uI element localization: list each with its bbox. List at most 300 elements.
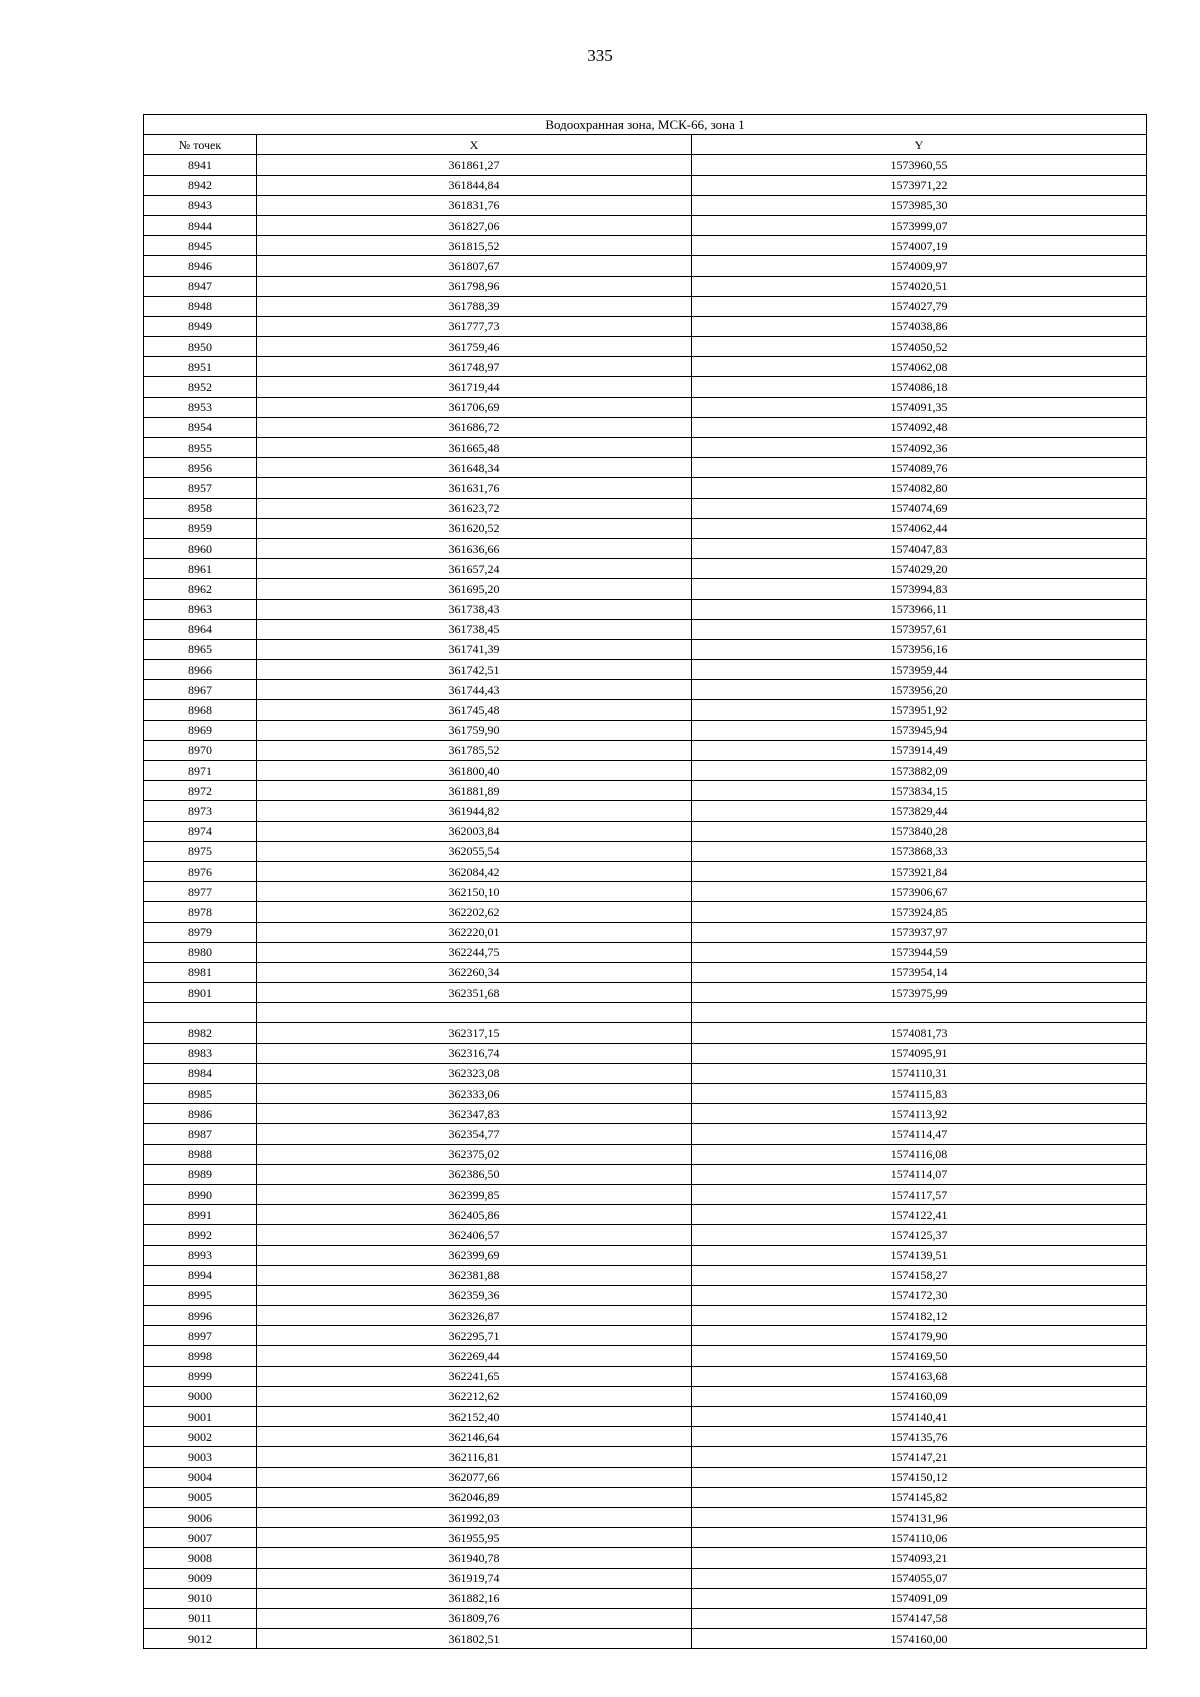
table-row: [144, 1467, 1147, 1487]
table-row: [144, 761, 1147, 781]
point-number-cell: 8958: [144, 498, 257, 518]
table-row: [144, 801, 1147, 821]
x-cell: 361777,73: [257, 316, 692, 336]
table-row: [144, 1326, 1147, 1346]
x-cell: 361738,45: [257, 619, 692, 639]
x-cell: 361620,52: [257, 518, 692, 538]
x-cell: 362220,01: [257, 922, 692, 942]
x-cell: 362405,86: [257, 1205, 692, 1225]
y-cell: 1573994,83: [692, 579, 1147, 599]
point-number-cell: 8962: [144, 579, 257, 599]
y-cell: 1573957,61: [692, 619, 1147, 639]
y-cell: 1573945,94: [692, 720, 1147, 740]
x-cell: 361759,90: [257, 720, 692, 740]
x-cell: 362116,81: [257, 1447, 692, 1467]
point-number-cell: 8987: [144, 1124, 257, 1144]
table-caption-row: [144, 115, 1147, 135]
point-number-cell: 8941: [144, 155, 257, 175]
x-cell: 362084,42: [257, 861, 692, 881]
point-number-cell: 8982: [144, 1023, 257, 1043]
x-cell: 361802,51: [257, 1629, 692, 1649]
table-row: [144, 478, 1147, 498]
point-number-cell: 8945: [144, 236, 257, 256]
y-cell: 1574158,27: [692, 1265, 1147, 1285]
table-row: [144, 962, 1147, 982]
table-row: [144, 882, 1147, 902]
table-row: [144, 1104, 1147, 1124]
table-row: [144, 1548, 1147, 1568]
table-row: [144, 397, 1147, 417]
point-number-cell: 8973: [144, 801, 257, 821]
x-cell: 361955,95: [257, 1528, 692, 1548]
table-row: [144, 498, 1147, 518]
table-row: [144, 1063, 1147, 1083]
table-row: [144, 1407, 1147, 1427]
point-number-cell: 8993: [144, 1245, 257, 1265]
y-cell: 1573829,44: [692, 801, 1147, 821]
y-cell: 1573985,30: [692, 195, 1147, 215]
point-number-cell: 8992: [144, 1225, 257, 1245]
table-row: [144, 1608, 1147, 1628]
table-row: [144, 1346, 1147, 1366]
point-number-cell: 8975: [144, 841, 257, 861]
x-cell: 361809,76: [257, 1608, 692, 1628]
x-cell: 362046,89: [257, 1487, 692, 1507]
x-cell: 362354,77: [257, 1124, 692, 1144]
y-cell: 1574114,47: [692, 1124, 1147, 1144]
x-cell: 362351,68: [257, 983, 692, 1003]
table-row: [144, 195, 1147, 215]
y-cell: 1573906,67: [692, 882, 1147, 902]
point-number-cell: 8974: [144, 821, 257, 841]
point-number-cell: 8985: [144, 1084, 257, 1104]
page-number: 335: [587, 46, 613, 65]
table-row: [144, 1124, 1147, 1144]
table-row: [144, 1205, 1147, 1225]
y-cell: 1573954,14: [692, 962, 1147, 982]
x-cell: 362317,15: [257, 1023, 692, 1043]
y-cell: 1574074,69: [692, 498, 1147, 518]
x-cell: 361719,44: [257, 377, 692, 397]
table-row: [144, 1528, 1147, 1548]
y-cell: 1574110,06: [692, 1528, 1147, 1548]
y-cell: 1574092,36: [692, 438, 1147, 458]
point-number-cell: 8996: [144, 1306, 257, 1326]
point-number-cell: 8986: [144, 1104, 257, 1124]
point-number-cell: 8997: [144, 1326, 257, 1346]
y-cell: 1574086,18: [692, 377, 1147, 397]
x-cell: 362375,02: [257, 1144, 692, 1164]
y-cell: 1574135,76: [692, 1427, 1147, 1447]
table-row: [144, 417, 1147, 437]
point-number-cell: 9009: [144, 1568, 257, 1588]
point-number-cell: 8964: [144, 619, 257, 639]
point-number-cell: 9003: [144, 1447, 257, 1467]
y-cell: 1574047,83: [692, 538, 1147, 558]
table-row: [144, 700, 1147, 720]
point-number-cell: 9004: [144, 1467, 257, 1487]
y-cell: 1574027,79: [692, 296, 1147, 316]
y-cell: 1574089,76: [692, 458, 1147, 478]
table-row: [144, 720, 1147, 740]
table-row: [144, 781, 1147, 801]
point-number-cell: 8942: [144, 175, 257, 195]
y-cell: 1574179,90: [692, 1326, 1147, 1346]
x-cell: 361944,82: [257, 801, 692, 821]
point-number-cell: 8956: [144, 458, 257, 478]
table-row: [144, 740, 1147, 760]
point-number-cell: 8978: [144, 902, 257, 922]
x-cell: 362347,83: [257, 1104, 692, 1124]
table-row: [144, 619, 1147, 639]
y-cell: 1574160,09: [692, 1386, 1147, 1406]
x-cell: 362399,85: [257, 1184, 692, 1204]
table-row: [144, 1164, 1147, 1184]
point-number-cell: 8967: [144, 680, 257, 700]
y-cell: 1574095,91: [692, 1043, 1147, 1063]
x-cell: 361815,52: [257, 236, 692, 256]
coordinates-table: [143, 114, 1147, 1649]
table-row: [144, 1285, 1147, 1305]
y-cell: 1574145,82: [692, 1487, 1147, 1507]
table-row: [144, 1568, 1147, 1588]
x-cell: 361798,96: [257, 276, 692, 296]
table-row: [144, 942, 1147, 962]
table-row: [144, 983, 1147, 1003]
point-number-cell: 8981: [144, 962, 257, 982]
x-cell: 362055,54: [257, 841, 692, 861]
point-number-cell: 8955: [144, 438, 257, 458]
y-cell: 1574122,41: [692, 1205, 1147, 1225]
x-cell: 362326,87: [257, 1306, 692, 1326]
point-number-cell: 8957: [144, 478, 257, 498]
table-row: [144, 296, 1147, 316]
table-row: [144, 155, 1147, 175]
x-cell: 362323,08: [257, 1063, 692, 1083]
table-row: [144, 821, 1147, 841]
point-number-cell: 8998: [144, 1346, 257, 1366]
y-cell: 1573834,15: [692, 781, 1147, 801]
x-cell: 362359,36: [257, 1285, 692, 1305]
point-number-cell: 8951: [144, 357, 257, 377]
x-cell: 362146,64: [257, 1427, 692, 1447]
table-row: [144, 316, 1147, 336]
x-cell: 362152,40: [257, 1407, 692, 1427]
y-cell: 1573999,07: [692, 215, 1147, 235]
x-cell: 362295,71: [257, 1326, 692, 1346]
x-cell: 361881,89: [257, 781, 692, 801]
table-row: [144, 1144, 1147, 1164]
y-cell: 1573921,84: [692, 861, 1147, 881]
y-cell: 1573951,92: [692, 700, 1147, 720]
point-number-cell: 8976: [144, 861, 257, 881]
table-row: [144, 1043, 1147, 1063]
x-cell: 361738,43: [257, 599, 692, 619]
table-row: [144, 922, 1147, 942]
x-cell: 362202,62: [257, 902, 692, 922]
point-number-cell: 8953: [144, 397, 257, 417]
point-number-cell: 8946: [144, 256, 257, 276]
y-cell: 1574081,73: [692, 1023, 1147, 1043]
x-cell: 361844,84: [257, 175, 692, 195]
point-number-cell: 8979: [144, 922, 257, 942]
y-cell: 1574062,08: [692, 357, 1147, 377]
y-cell: 1574140,41: [692, 1407, 1147, 1427]
x-cell: 361631,76: [257, 478, 692, 498]
y-cell: 1574091,09: [692, 1588, 1147, 1608]
x-cell: 361742,51: [257, 660, 692, 680]
y-cell: 1573975,99: [692, 983, 1147, 1003]
x-cell: 362406,57: [257, 1225, 692, 1245]
point-number-cell: 8988: [144, 1144, 257, 1164]
y-cell: 1573914,49: [692, 740, 1147, 760]
y-cell: 1574050,52: [692, 337, 1147, 357]
table-row: [144, 256, 1147, 276]
table-row: [144, 1629, 1147, 1649]
table-row: [144, 1245, 1147, 1265]
point-number-cell: 8969: [144, 720, 257, 740]
y-cell: 1573959,44: [692, 660, 1147, 680]
table-row: [144, 1427, 1147, 1447]
y-cell: 1573971,22: [692, 175, 1147, 195]
point-number-cell: 8968: [144, 700, 257, 720]
y-cell: 1574029,20: [692, 559, 1147, 579]
x-cell: 362212,62: [257, 1386, 692, 1406]
x-cell: 361827,06: [257, 215, 692, 235]
table-row: [144, 458, 1147, 478]
table-row: [144, 841, 1147, 861]
x-cell: 361992,03: [257, 1507, 692, 1527]
table-row: [144, 680, 1147, 700]
x-cell: 362399,69: [257, 1245, 692, 1265]
point-number-cell: 8991: [144, 1205, 257, 1225]
x-cell: 361940,78: [257, 1548, 692, 1568]
y-cell: 1574169,50: [692, 1346, 1147, 1366]
table-row: [144, 1386, 1147, 1406]
table-row: [144, 1184, 1147, 1204]
y-cell: [692, 1003, 1147, 1023]
y-cell: 1573840,28: [692, 821, 1147, 841]
point-number-cell: 8966: [144, 660, 257, 680]
x-cell: 361695,20: [257, 579, 692, 599]
y-cell: 1573868,33: [692, 841, 1147, 861]
y-cell: 1574062,44: [692, 518, 1147, 538]
y-cell: 1574038,86: [692, 316, 1147, 336]
table-caption: Водоохранная зона, МСК-66, зона 1: [144, 115, 1147, 135]
table-row: [144, 377, 1147, 397]
point-number-cell: 8990: [144, 1184, 257, 1204]
point-number-cell: 8984: [144, 1063, 257, 1083]
y-cell: 1574113,92: [692, 1104, 1147, 1124]
x-cell: 362241,65: [257, 1366, 692, 1386]
table-row: [144, 599, 1147, 619]
y-cell: 1574110,31: [692, 1063, 1147, 1083]
x-cell: 361648,34: [257, 458, 692, 478]
point-number-cell: 8948: [144, 296, 257, 316]
y-cell: 1574163,68: [692, 1366, 1147, 1386]
y-cell: 1574147,58: [692, 1608, 1147, 1628]
x-cell: 362003,84: [257, 821, 692, 841]
table-row: [144, 559, 1147, 579]
y-cell: 1574147,21: [692, 1447, 1147, 1467]
point-number-cell: 8944: [144, 215, 257, 235]
y-cell: 1574125,37: [692, 1225, 1147, 1245]
y-cell: 1573966,11: [692, 599, 1147, 619]
point-number-cell: 8952: [144, 377, 257, 397]
point-number-cell: 8999: [144, 1366, 257, 1386]
y-cell: 1574160,00: [692, 1629, 1147, 1649]
table-row: [144, 1225, 1147, 1245]
y-cell: 1574007,19: [692, 236, 1147, 256]
point-number-cell: 8963: [144, 599, 257, 619]
y-cell: 1574116,08: [692, 1144, 1147, 1164]
y-cell: 1574092,48: [692, 417, 1147, 437]
y-cell: 1573882,09: [692, 761, 1147, 781]
table-row: [144, 175, 1147, 195]
point-number-cell: 8971: [144, 761, 257, 781]
point-number-cell: [144, 1003, 257, 1023]
x-cell: 361665,48: [257, 438, 692, 458]
point-number-cell: 8950: [144, 337, 257, 357]
y-cell: 1573956,16: [692, 639, 1147, 659]
header-point-number: № точек: [144, 135, 257, 155]
table-row: [144, 1084, 1147, 1104]
y-cell: 1573937,97: [692, 922, 1147, 942]
y-cell: 1574009,97: [692, 256, 1147, 276]
table-row: [144, 1487, 1147, 1507]
x-cell: 361831,76: [257, 195, 692, 215]
y-cell: 1574117,57: [692, 1184, 1147, 1204]
table-row: [144, 1306, 1147, 1326]
x-cell: 361686,72: [257, 417, 692, 437]
point-number-cell: 8901: [144, 983, 257, 1003]
point-number-cell: 9002: [144, 1427, 257, 1447]
x-cell: 362316,74: [257, 1043, 692, 1063]
point-number-cell: 8989: [144, 1164, 257, 1184]
x-cell: 362333,06: [257, 1084, 692, 1104]
x-cell: 362150,10: [257, 882, 692, 902]
point-number-cell: 8965: [144, 639, 257, 659]
table-row: [144, 337, 1147, 357]
point-number-cell: 8983: [144, 1043, 257, 1063]
x-cell: 362381,88: [257, 1265, 692, 1285]
x-cell: 361623,72: [257, 498, 692, 518]
y-cell: 1574082,80: [692, 478, 1147, 498]
point-number-cell: 8994: [144, 1265, 257, 1285]
table-row: [144, 1366, 1147, 1386]
x-cell: 361882,16: [257, 1588, 692, 1608]
x-cell: 361636,66: [257, 538, 692, 558]
point-number-cell: 8961: [144, 559, 257, 579]
point-number-cell: 8943: [144, 195, 257, 215]
table-header-row: [144, 135, 1147, 155]
x-cell: 361745,48: [257, 700, 692, 720]
table-row: [144, 902, 1147, 922]
table-body: [144, 155, 1147, 1649]
point-number-cell: 9000: [144, 1386, 257, 1406]
point-number-cell: 8959: [144, 518, 257, 538]
point-number-cell: 9010: [144, 1588, 257, 1608]
y-cell: 1574182,12: [692, 1306, 1147, 1326]
y-cell: 1573956,20: [692, 680, 1147, 700]
point-number-cell: 8954: [144, 417, 257, 437]
x-cell: 361919,74: [257, 1568, 692, 1588]
x-cell: 362260,34: [257, 962, 692, 982]
table-row: [144, 276, 1147, 296]
point-number-cell: 8970: [144, 740, 257, 760]
table-row: [144, 639, 1147, 659]
y-cell: 1574055,07: [692, 1568, 1147, 1588]
point-number-cell: 9011: [144, 1608, 257, 1628]
x-cell: 361807,67: [257, 256, 692, 276]
table-row: [144, 1507, 1147, 1527]
y-cell: 1574114,07: [692, 1164, 1147, 1184]
y-cell: 1574172,30: [692, 1285, 1147, 1305]
x-cell: 361748,97: [257, 357, 692, 377]
y-cell: 1574091,35: [692, 397, 1147, 417]
y-cell: 1573944,59: [692, 942, 1147, 962]
table-row: [144, 236, 1147, 256]
x-cell: 362386,50: [257, 1164, 692, 1184]
point-number-cell: 9005: [144, 1487, 257, 1507]
point-number-cell: 9012: [144, 1629, 257, 1649]
x-cell: 361744,43: [257, 680, 692, 700]
y-cell: 1574093,21: [692, 1548, 1147, 1568]
y-cell: 1574139,51: [692, 1245, 1147, 1265]
header-x: X: [257, 135, 692, 155]
point-number-cell: 9008: [144, 1548, 257, 1568]
table-row: [144, 1588, 1147, 1608]
x-cell: 361800,40: [257, 761, 692, 781]
point-number-cell: 8995: [144, 1285, 257, 1305]
x-cell: 361657,24: [257, 559, 692, 579]
y-cell: 1574131,96: [692, 1507, 1147, 1527]
table-row: [144, 1265, 1147, 1285]
table-row: [144, 1447, 1147, 1467]
point-number-cell: 8980: [144, 942, 257, 962]
y-cell: 1574150,12: [692, 1467, 1147, 1487]
x-cell: 361788,39: [257, 296, 692, 316]
table-row: [144, 1023, 1147, 1043]
x-cell: 361741,39: [257, 639, 692, 659]
y-cell: 1574020,51: [692, 276, 1147, 296]
table-row: [144, 579, 1147, 599]
x-cell: 361785,52: [257, 740, 692, 760]
header-y: Y: [692, 135, 1147, 155]
y-cell: 1573924,85: [692, 902, 1147, 922]
x-cell: 362244,75: [257, 942, 692, 962]
table-row: [144, 861, 1147, 881]
x-cell: 361861,27: [257, 155, 692, 175]
x-cell: [257, 1003, 692, 1023]
table-row: [144, 438, 1147, 458]
table-row: [144, 538, 1147, 558]
point-number-cell: 8949: [144, 316, 257, 336]
point-number-cell: 8960: [144, 538, 257, 558]
point-number-cell: 9007: [144, 1528, 257, 1548]
point-number-cell: 8972: [144, 781, 257, 801]
table-row: [144, 518, 1147, 538]
table-row: [144, 660, 1147, 680]
table-row: [144, 357, 1147, 377]
point-number-cell: 9006: [144, 1507, 257, 1527]
y-cell: 1573960,55: [692, 155, 1147, 175]
x-cell: 361706,69: [257, 397, 692, 417]
x-cell: 362077,66: [257, 1467, 692, 1487]
point-number-cell: 8977: [144, 882, 257, 902]
point-number-cell: 9001: [144, 1407, 257, 1427]
x-cell: 361759,46: [257, 337, 692, 357]
